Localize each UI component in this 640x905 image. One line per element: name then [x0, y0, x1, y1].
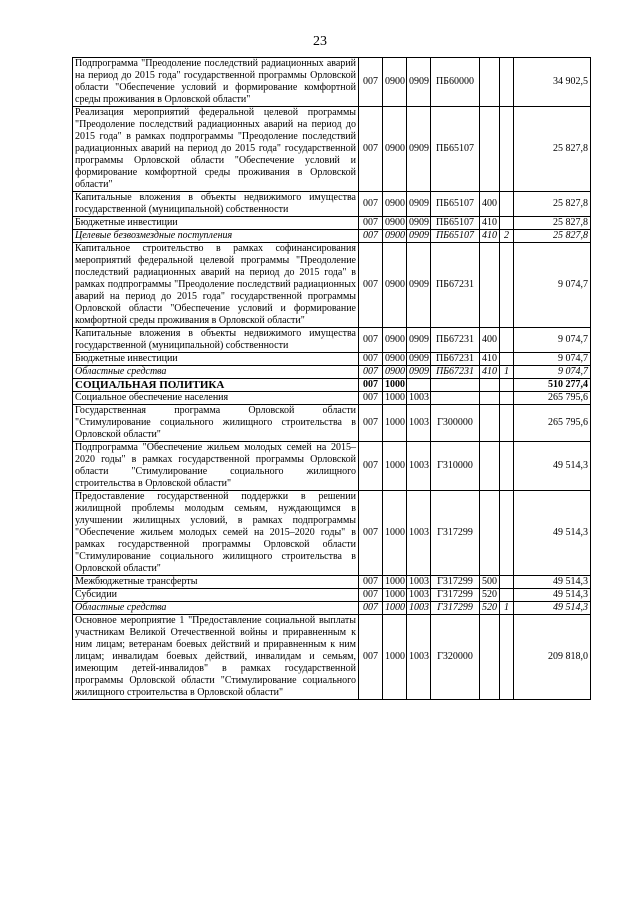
row-target-article: ПБ67231 [431, 328, 480, 353]
row-subsection-code: 0909 [407, 192, 431, 217]
row-funding-source [500, 353, 514, 366]
row-target-article [431, 392, 480, 405]
row-amount: 49 514,3 [514, 589, 591, 602]
row-target-article: Г320000 [431, 615, 480, 700]
row-section-code: 1000 [383, 379, 407, 392]
row-expense-type [480, 491, 500, 576]
row-target-article: Г317299 [431, 491, 480, 576]
table-row [73, 602, 591, 615]
table-row [73, 243, 591, 328]
row-description: СОЦИАЛЬНАЯ ПОЛИТИКА [73, 379, 359, 392]
row-section-code: 0900 [383, 243, 407, 328]
row-description: Капитальные вложения в объекты недвижимого имущества государственной (муниципальной) собственности [73, 192, 359, 217]
row-expense-type: 410 [480, 353, 500, 366]
row-expense-type [480, 392, 500, 405]
row-description: Областные средства [73, 366, 359, 379]
row-target-article: Г317299 [431, 589, 480, 602]
row-funding-source [500, 392, 514, 405]
row-description: Предоставление государственной поддержки в решении жилищной проблемы молодым семьям, нуждающимся в улучшении жилищных условий, в рамках подпрограммы "Обеспечение жильем молодых семей на 2015–2020 годы" в рамках государственной программы Орловской области "Стимулирование социального жилищного строительства в Орловской области" [73, 491, 359, 576]
row-expense-type [480, 615, 500, 700]
row-target-article: Г310000 [431, 442, 480, 491]
table-row [73, 405, 591, 442]
row-section-code: 1000 [383, 576, 407, 589]
table-row [73, 589, 591, 602]
row-subsection-code: 0909 [407, 328, 431, 353]
row-funding-source [500, 615, 514, 700]
table-row [73, 58, 591, 107]
row-description: Межбюджетные трансферты [73, 576, 359, 589]
row-description: Подпрограмма "Обеспечение жильем молодых семей на 2015–2020 годы" в рамках государственной программы Орловской области "Стимулирование социального жилищного строительства в Орловской области" [73, 442, 359, 491]
row-expense-type: 400 [480, 192, 500, 217]
row-expense-type [480, 405, 500, 442]
row-description: Бюджетные инвестиции [73, 217, 359, 230]
table-row [73, 366, 591, 379]
row-admin-code: 007 [359, 602, 383, 615]
row-section-code: 0900 [383, 217, 407, 230]
row-funding-source: 2 [500, 230, 514, 243]
row-section-code: 0900 [383, 328, 407, 353]
row-target-article: ПБ65107 [431, 230, 480, 243]
row-admin-code: 007 [359, 491, 383, 576]
row-funding-source [500, 328, 514, 353]
row-section-code: 1000 [383, 615, 407, 700]
row-target-article: Г300000 [431, 405, 480, 442]
row-admin-code: 007 [359, 405, 383, 442]
row-subsection-code: 0909 [407, 366, 431, 379]
row-funding-source [500, 442, 514, 491]
row-admin-code: 007 [359, 328, 383, 353]
table-row [73, 328, 591, 353]
row-expense-type: 410 [480, 366, 500, 379]
row-target-article: Г317299 [431, 576, 480, 589]
row-funding-source [500, 405, 514, 442]
row-amount: 209 818,0 [514, 615, 591, 700]
row-section-code: 1000 [383, 405, 407, 442]
row-description: Основное мероприятие 1 "Предоставление социальной выплаты участникам Великой Отечественной войны и приравненным к ним лицам; ветеранам боевых действий и приравненным к ним лицам; инвалидам боевых действий, инвалидам и семьям, имеющим детей-инвалидов" в рамках государственной программы Орловской области "Стимулирование социального жилищного строительства в Орловской области" [73, 615, 359, 700]
row-admin-code: 007 [359, 107, 383, 192]
row-target-article: ПБ67231 [431, 353, 480, 366]
row-admin-code: 007 [359, 392, 383, 405]
row-description: Областные средства [73, 602, 359, 615]
row-description: Субсидии [73, 589, 359, 602]
row-subsection-code: 0909 [407, 107, 431, 192]
row-description: Бюджетные инвестиции [73, 353, 359, 366]
row-admin-code: 007 [359, 353, 383, 366]
row-amount: 49 514,3 [514, 602, 591, 615]
row-funding-source [500, 576, 514, 589]
row-description: Реализация мероприятий федеральной целевой программы "Преодоление последствий радиационных аварий на период до 2015 года" в рамках подпрограммы "Преодоление последствий радиационных аварий на период до 2015 года" государственной программы Орловской области "Обеспечение условий и формирование комфортной среды проживания в Орловской области" [73, 107, 359, 192]
row-section-code: 1000 [383, 442, 407, 491]
row-section-code: 0900 [383, 58, 407, 107]
table-row [73, 576, 591, 589]
row-subsection-code: 1003 [407, 615, 431, 700]
row-funding-source [500, 107, 514, 192]
row-admin-code: 007 [359, 442, 383, 491]
row-admin-code: 007 [359, 230, 383, 243]
row-target-article: ПБ65107 [431, 217, 480, 230]
row-subsection-code: 1003 [407, 405, 431, 442]
row-expense-type: 520 [480, 602, 500, 615]
row-section-code: 0900 [383, 192, 407, 217]
row-target-article: ПБ67231 [431, 243, 480, 328]
row-amount: 9 074,7 [514, 366, 591, 379]
row-subsection-code: 0909 [407, 217, 431, 230]
row-section-code: 0900 [383, 230, 407, 243]
row-funding-source [500, 491, 514, 576]
row-section-code: 0900 [383, 107, 407, 192]
row-amount: 25 827,8 [514, 230, 591, 243]
row-description: Капитальные вложения в объекты недвижимого имущества государственной (муниципальной) собственности [73, 328, 359, 353]
row-subsection-code: 1003 [407, 589, 431, 602]
row-subsection-code: 0909 [407, 243, 431, 328]
row-description: Социальное обеспечение населения [73, 392, 359, 405]
row-subsection-code: 1003 [407, 576, 431, 589]
row-funding-source [500, 243, 514, 328]
row-section-code: 1000 [383, 602, 407, 615]
row-target-article: Г317299 [431, 602, 480, 615]
table-row [73, 192, 591, 217]
row-amount: 49 514,3 [514, 442, 591, 491]
table-row [73, 379, 591, 392]
row-admin-code: 007 [359, 58, 383, 107]
row-expense-type: 410 [480, 217, 500, 230]
row-target-article: ПБ67231 [431, 366, 480, 379]
row-section-code: 1000 [383, 392, 407, 405]
page-number: 23 [313, 34, 327, 49]
row-section-code: 1000 [383, 491, 407, 576]
row-expense-type: 410 [480, 230, 500, 243]
row-funding-source: 1 [500, 602, 514, 615]
row-description: Целевые безвозмездные поступления [73, 230, 359, 243]
row-section-code: 0900 [383, 366, 407, 379]
row-expense-type [480, 243, 500, 328]
row-description: Государственная программа Орловской области "Стимулирование социального жилищного строительства в Орловской области" [73, 405, 359, 442]
row-subsection-code: 0909 [407, 353, 431, 366]
row-funding-source: 1 [500, 366, 514, 379]
row-admin-code: 007 [359, 243, 383, 328]
row-admin-code: 007 [359, 615, 383, 700]
row-amount: 510 277,4 [514, 379, 591, 392]
row-amount: 25 827,8 [514, 192, 591, 217]
row-subsection-code: 0909 [407, 230, 431, 243]
row-target-article: ПБ60000 [431, 58, 480, 107]
budget-table [72, 57, 591, 700]
table-row [73, 615, 591, 700]
row-amount: 49 514,3 [514, 491, 591, 576]
table-row [73, 392, 591, 405]
row-section-code: 0900 [383, 353, 407, 366]
table-row [73, 353, 591, 366]
row-funding-source [500, 192, 514, 217]
row-section-code: 1000 [383, 589, 407, 602]
row-expense-type: 520 [480, 589, 500, 602]
row-expense-type [480, 58, 500, 107]
row-subsection-code: 1003 [407, 491, 431, 576]
row-amount: 25 827,8 [514, 107, 591, 192]
row-amount: 49 514,3 [514, 576, 591, 589]
row-amount: 9 074,7 [514, 353, 591, 366]
row-amount: 9 074,7 [514, 243, 591, 328]
row-admin-code: 007 [359, 589, 383, 602]
table-row [73, 442, 591, 491]
table-row [73, 217, 591, 230]
row-admin-code: 007 [359, 379, 383, 392]
row-amount: 34 902,5 [514, 58, 591, 107]
row-subsection-code: 1003 [407, 602, 431, 615]
row-target-article [431, 379, 480, 392]
row-expense-type: 500 [480, 576, 500, 589]
row-expense-type [480, 379, 500, 392]
table-row [73, 107, 591, 192]
row-expense-type: 400 [480, 328, 500, 353]
row-admin-code: 007 [359, 366, 383, 379]
row-description: Капитальное строительство в рамках софинансирования мероприятий федеральной целевой программы "Преодоление последствий радиационных аварий на период до 2015 года" в рамках подпрограммы "Преодоление последствий радиационных аварий на период до 2015 года" государственной программы Орловской области "Обеспечение условий и формирование комфортной среды проживания в Орловской области" [73, 243, 359, 328]
row-funding-source [500, 589, 514, 602]
row-admin-code: 007 [359, 576, 383, 589]
row-subsection-code: 1003 [407, 442, 431, 491]
row-target-article: ПБ65107 [431, 192, 480, 217]
row-funding-source [500, 58, 514, 107]
row-subsection-code: 1003 [407, 392, 431, 405]
row-amount: 9 074,7 [514, 328, 591, 353]
row-subsection-code [407, 379, 431, 392]
row-amount: 265 795,6 [514, 405, 591, 442]
row-amount: 265 795,6 [514, 392, 591, 405]
row-expense-type [480, 442, 500, 491]
row-funding-source [500, 217, 514, 230]
table-row [73, 230, 591, 243]
row-description: Подпрограмма "Преодоление последствий радиационных аварий на период до 2015 года" государственной программы Орловской области "Обеспечение условий и формирование комфортной среды проживания в Орловской области" [73, 58, 359, 107]
row-funding-source [500, 379, 514, 392]
row-admin-code: 007 [359, 217, 383, 230]
row-expense-type [480, 107, 500, 192]
row-admin-code: 007 [359, 192, 383, 217]
row-subsection-code: 0909 [407, 58, 431, 107]
table-row [73, 491, 591, 576]
row-target-article: ПБ65107 [431, 107, 480, 192]
row-amount: 25 827,8 [514, 217, 591, 230]
